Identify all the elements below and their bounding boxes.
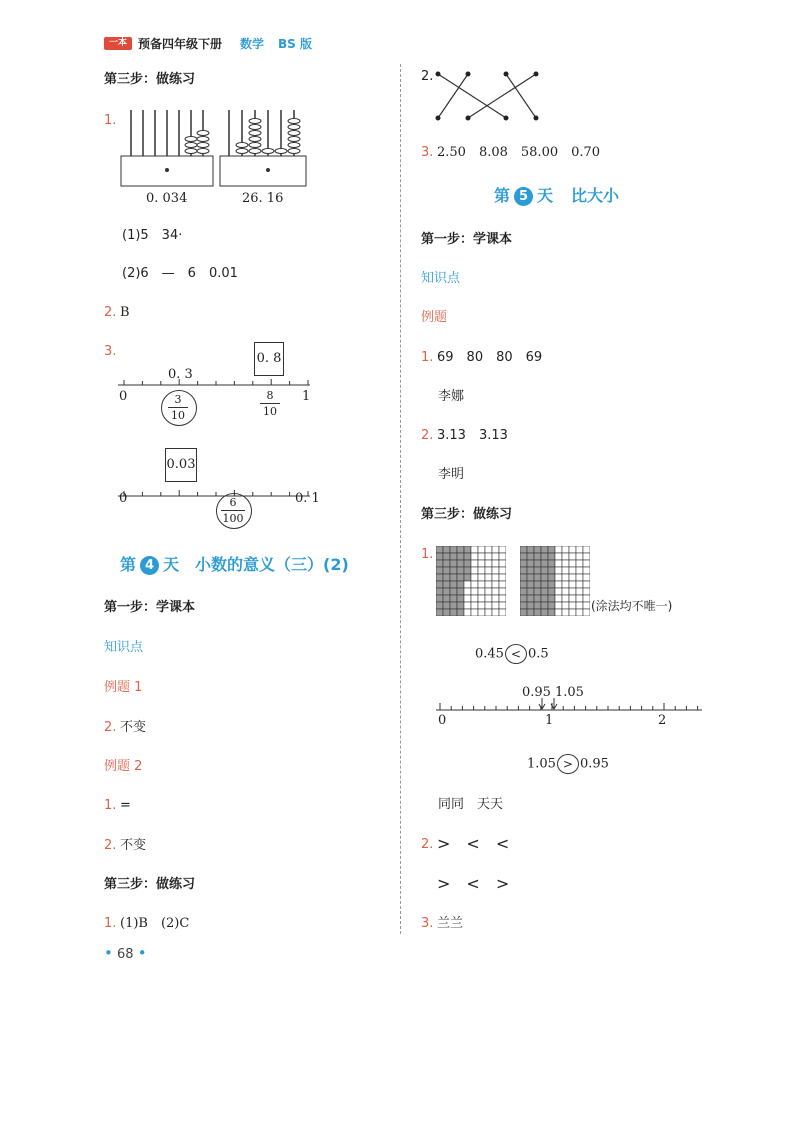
grid-cell <box>562 595 569 602</box>
grid-cell <box>520 609 527 616</box>
grid-cell <box>527 560 534 567</box>
grid-cell <box>499 574 506 581</box>
grid-cell <box>499 602 506 609</box>
grid-cell <box>548 595 555 602</box>
grid-cell <box>569 581 576 588</box>
grid-cell <box>457 581 464 588</box>
grid-cell <box>569 609 576 616</box>
day4-heading: 第 4 天 小数的意义（三）(2) <box>120 555 349 574</box>
grid-cell <box>534 595 541 602</box>
nl2-end: 0. 1 <box>295 491 320 506</box>
r-q2b-name: 李明 <box>438 467 465 482</box>
grid-cell <box>569 588 576 595</box>
grid-cell <box>541 602 548 609</box>
grid-cell <box>485 595 492 602</box>
grid-cell <box>457 574 464 581</box>
grid-cell <box>562 602 569 609</box>
grid-cell <box>436 602 443 609</box>
grid-cell <box>499 567 506 574</box>
grid-cell <box>457 588 464 595</box>
grid-cell <box>534 581 541 588</box>
grid-cell <box>471 595 478 602</box>
grid-cell <box>492 602 499 609</box>
grid-cell <box>534 560 541 567</box>
r-ex-q2-row1: > < < <box>437 834 510 853</box>
grid-cell <box>555 588 562 595</box>
grid-cell <box>576 546 583 553</box>
grid-cell <box>464 581 471 588</box>
r-ex-q2-number: 2. <box>421 837 434 852</box>
compare-2: 1.05 > 0.95 <box>527 754 609 774</box>
r-ex-q3-answer: 兰兰 <box>437 916 464 931</box>
nl1-above-label: 0. 3 <box>168 367 193 382</box>
grid-cell <box>457 595 464 602</box>
grid-cell <box>485 588 492 595</box>
grid-cell <box>478 574 485 581</box>
grid-cell <box>450 567 457 574</box>
grid-cell <box>569 553 576 560</box>
grid-cell <box>478 588 485 595</box>
grid-cell <box>457 602 464 609</box>
grid-cell <box>520 581 527 588</box>
grid-cell <box>443 602 450 609</box>
r-step3-heading: 第三步：做练习 <box>421 507 513 522</box>
grid-cell <box>485 574 492 581</box>
grid-cell <box>457 560 464 567</box>
ex1-q2-answer: 不变 <box>120 720 147 735</box>
grid-cell <box>576 588 583 595</box>
hundred-grid-1 <box>436 546 506 616</box>
grid-cell <box>457 609 464 616</box>
grid-cell <box>450 581 457 588</box>
grid-cell <box>443 581 450 588</box>
page-dot-right: • <box>137 944 147 962</box>
day5-heading: 第 5 天 比大小 <box>494 186 620 205</box>
grid-cell <box>436 553 443 560</box>
grid-cell <box>478 546 485 553</box>
grid-cell <box>485 560 492 567</box>
grid-cell <box>576 574 583 581</box>
grid-cell <box>583 574 590 581</box>
knowledge-label: 知识点 <box>104 640 144 655</box>
grid-cell <box>471 567 478 574</box>
grid-cell <box>555 602 562 609</box>
grid-cell <box>534 609 541 616</box>
grid-cell <box>541 581 548 588</box>
grid-cell <box>464 567 471 574</box>
brand-logo: 一本 <box>104 37 132 50</box>
q1-sub1-answer: (1)5 34· <box>122 228 183 243</box>
ex2-q1-answer: = <box>120 798 131 813</box>
ex1-q2-number: 2. <box>104 720 117 735</box>
grid-cell <box>471 581 478 588</box>
grid-cell <box>555 560 562 567</box>
grid-cell <box>492 567 499 574</box>
grid-cell <box>534 546 541 553</box>
grid-cell <box>464 595 471 602</box>
step3b-heading: 第三步：做练习 <box>104 877 196 892</box>
number-line-1 <box>118 375 318 395</box>
grid-cell <box>443 574 450 581</box>
grid-cell <box>583 588 590 595</box>
grid-cell <box>499 588 506 595</box>
grid-cell <box>443 609 450 616</box>
last-q1-number: 1. <box>104 916 117 931</box>
grid-cell <box>527 567 534 574</box>
grid-cell <box>471 588 478 595</box>
grid-cell <box>555 553 562 560</box>
r-ex-q2-row2: > < > <box>437 874 510 893</box>
grid-cell <box>443 588 450 595</box>
grid-cell <box>443 567 450 574</box>
grid-cell <box>562 588 569 595</box>
grid-cell <box>436 546 443 553</box>
grid-cell <box>471 574 478 581</box>
compare-2-symbol: > <box>557 754 579 774</box>
grid-cell <box>443 560 450 567</box>
grid-cell <box>548 560 555 567</box>
grid-cell <box>548 588 555 595</box>
grid-cell <box>583 546 590 553</box>
grid-cell <box>492 553 499 560</box>
nl3-tick-0: 0 <box>438 713 447 728</box>
grid-cell <box>520 553 527 560</box>
grid-cell <box>534 602 541 609</box>
grid-cell <box>485 581 492 588</box>
grid-cell <box>450 553 457 560</box>
grid-cell <box>499 595 506 602</box>
grid-cell <box>478 567 485 574</box>
grid-cell <box>485 546 492 553</box>
grid-cell <box>450 546 457 553</box>
nl3-tick-2: 2 <box>658 713 667 728</box>
grid-cell <box>527 581 534 588</box>
grid-cell <box>499 609 506 616</box>
grid-cell <box>527 574 534 581</box>
grid-cell <box>464 546 471 553</box>
grid-cell <box>541 588 548 595</box>
grid-cell <box>485 567 492 574</box>
grid-cell <box>450 609 457 616</box>
grid-cell <box>576 595 583 602</box>
grid-cell <box>436 595 443 602</box>
grid-cell <box>457 567 464 574</box>
grid-cell <box>492 574 499 581</box>
grid-cell <box>450 588 457 595</box>
q1-number: 1. <box>104 113 117 128</box>
grid-cell <box>520 602 527 609</box>
r-names: 同同 天天 <box>438 797 504 812</box>
page-dot-left: • <box>104 944 113 962</box>
grid-cell <box>576 581 583 588</box>
nl1-boxed-answer: 0. 8 <box>254 342 284 376</box>
hundred-grid-2 <box>520 546 590 616</box>
grid-cell <box>548 609 555 616</box>
column-divider <box>400 64 401 934</box>
grid-cell <box>478 609 485 616</box>
grid-cell <box>464 588 471 595</box>
grid-cell <box>527 553 534 560</box>
grid-cell <box>471 553 478 560</box>
grid-cell <box>436 609 443 616</box>
grid-cell <box>443 595 450 602</box>
grid-cell <box>450 602 457 609</box>
grid-cell <box>548 602 555 609</box>
grid-cell <box>485 609 492 616</box>
q3-number: 3. <box>104 344 117 359</box>
q1-sub2-answer: (2)6 — 6 0.01 <box>122 266 238 281</box>
grid-cell <box>541 546 548 553</box>
grid-cell <box>464 560 471 567</box>
grid-cell <box>562 609 569 616</box>
grid-cell <box>478 581 485 588</box>
grid-cell <box>464 609 471 616</box>
r-step1-heading: 第一步：学课本 <box>421 232 513 247</box>
nl-label-1-05: 1.05 <box>555 685 584 700</box>
grid-cell <box>555 581 562 588</box>
grid-cell <box>443 546 450 553</box>
grid-cell <box>499 581 506 588</box>
step1-heading: 第一步：学课本 <box>104 600 196 615</box>
grid-cell <box>478 602 485 609</box>
ex2-q1-number: 1. <box>104 798 117 813</box>
grid-cell <box>548 546 555 553</box>
r-q2b-number: 2. <box>421 428 434 443</box>
page-number: • 68 • <box>104 944 147 962</box>
grid-cell <box>527 602 534 609</box>
grid-cell <box>492 595 499 602</box>
grid-cell <box>478 560 485 567</box>
grid-cell <box>576 602 583 609</box>
r-q1-number: 1. <box>421 350 434 365</box>
grid-cell <box>485 553 492 560</box>
nl2-start: 0 <box>119 491 128 506</box>
grid-cell <box>527 588 534 595</box>
grid-cell <box>583 567 590 574</box>
grid-cell <box>520 588 527 595</box>
grid-cell <box>534 553 541 560</box>
ex2-q2-answer: 不变 <box>120 838 147 853</box>
grid-cell <box>583 602 590 609</box>
grid-cell <box>548 574 555 581</box>
grid-cell <box>548 553 555 560</box>
abacus-1 <box>118 108 218 188</box>
grid-cell <box>471 609 478 616</box>
grid-cell <box>576 553 583 560</box>
grid-cell <box>436 588 443 595</box>
grid-cell <box>541 567 548 574</box>
grid-cell <box>492 546 499 553</box>
subject-label: 数学 <box>240 37 265 51</box>
grid-cell <box>457 546 464 553</box>
q2-number: 2. <box>104 305 117 320</box>
grid-cell <box>499 560 506 567</box>
grid-cell <box>555 609 562 616</box>
grid-cell <box>520 574 527 581</box>
nl2-boxed-answer: 0.03 <box>165 448 197 482</box>
grid-cell <box>492 609 499 616</box>
grid-cell <box>562 574 569 581</box>
grid-cell <box>471 546 478 553</box>
ex2-q2-number: 2. <box>104 838 117 853</box>
grid-cell <box>548 581 555 588</box>
grid-cell <box>555 595 562 602</box>
day4-number-badge: 4 <box>140 556 159 575</box>
r-ex-q1-number: 1. <box>421 547 434 562</box>
example2-label: 例题 2 <box>104 759 143 774</box>
grid-cell <box>569 567 576 574</box>
nl2-fraction: 6 100 <box>222 496 244 525</box>
grid-cell <box>541 574 548 581</box>
r-q3-answer: 2.50 8.08 58.00 0.70 <box>437 145 601 160</box>
grid-cell <box>569 546 576 553</box>
grid-cell <box>436 581 443 588</box>
grid-cell <box>583 553 590 560</box>
grid-cell <box>527 546 534 553</box>
nl1-fraction-1: 3 10 <box>168 394 188 421</box>
grid-cell <box>527 609 534 616</box>
grid-cell <box>464 574 471 581</box>
grid-cell <box>583 560 590 567</box>
book-title: 预备四年级下册 <box>138 37 223 51</box>
grid-cell <box>569 574 576 581</box>
grid-cell <box>520 567 527 574</box>
grid-cell <box>562 560 569 567</box>
grid-cell <box>478 595 485 602</box>
grid-cell <box>527 595 534 602</box>
grid-cell <box>562 567 569 574</box>
abacus-2-label: 26. 16 <box>242 191 284 206</box>
grid-cell <box>443 553 450 560</box>
grid-cell <box>555 546 562 553</box>
grid-cell <box>555 574 562 581</box>
nl1-start: 0 <box>119 389 128 404</box>
grid-cell <box>471 602 478 609</box>
grid-cell <box>457 553 464 560</box>
grid-cell <box>569 560 576 567</box>
grid-cell <box>562 581 569 588</box>
grid-cell <box>555 567 562 574</box>
grid-note: (涂法均不唯一) <box>591 599 673 613</box>
example1-label: 例题 1 <box>104 680 143 695</box>
grid-cell <box>492 588 499 595</box>
grid-cell <box>478 553 485 560</box>
nl1-end: 1 <box>302 389 311 404</box>
grid-cell <box>485 602 492 609</box>
compare-1-symbol: < <box>505 644 527 664</box>
r-ex-q3-number: 3. <box>421 916 434 931</box>
nl1-fraction-2: 8 10 <box>260 390 280 417</box>
abacus-1-label: 0. 034 <box>146 191 188 206</box>
grid-cell <box>583 595 590 602</box>
grid-cell <box>534 567 541 574</box>
grid-cell <box>569 595 576 602</box>
r-q3-number: 3. <box>421 145 434 160</box>
grid-cell <box>576 560 583 567</box>
grid-cell <box>436 567 443 574</box>
r-example-label: 例题 <box>421 310 448 325</box>
compare-1: 0.45 < 0.5 <box>475 644 549 664</box>
r-q2-number: 2. <box>421 69 434 84</box>
last-q1-answer: (1)B (2)C <box>120 916 190 931</box>
grid-cell <box>499 553 506 560</box>
edition-label: BS 版 <box>278 37 312 51</box>
grid-cell <box>541 553 548 560</box>
grid-cell <box>548 567 555 574</box>
step3-heading: 第三步：做练习 <box>104 72 196 87</box>
grid-cell <box>541 595 548 602</box>
r-q2b-answer: 3.13 3.13 <box>437 428 508 443</box>
grid-cell <box>562 553 569 560</box>
grid-cell <box>541 609 548 616</box>
grid-cell <box>576 609 583 616</box>
abacus-2 <box>214 108 314 188</box>
grid-cell <box>534 588 541 595</box>
grid-cell <box>583 609 590 616</box>
nl3-tick-1: 1 <box>545 713 554 728</box>
grid-cell <box>520 546 527 553</box>
grid-cell <box>583 581 590 588</box>
r-knowledge-label: 知识点 <box>421 271 461 286</box>
grid-cell <box>576 567 583 574</box>
grid-cell <box>520 595 527 602</box>
nl-label-0-95: 0.95 <box>522 685 551 700</box>
grid-cell <box>562 546 569 553</box>
grid-cell <box>436 560 443 567</box>
grid-cell <box>492 581 499 588</box>
grid-cell <box>436 574 443 581</box>
grid-cell <box>471 560 478 567</box>
r-q1-name: 李娜 <box>438 389 465 404</box>
grid-cell <box>541 560 548 567</box>
grid-cell <box>464 602 471 609</box>
grid-cell <box>534 574 541 581</box>
grid-cell <box>450 595 457 602</box>
grid-cell <box>450 560 457 567</box>
grid-cell <box>464 553 471 560</box>
q2-answer: B <box>120 305 130 320</box>
grid-cell <box>569 602 576 609</box>
grid-cell <box>499 546 506 553</box>
grid-cell <box>450 574 457 581</box>
grid-cell <box>520 560 527 567</box>
r-q1-answer: 69 80 80 69 <box>437 350 543 365</box>
grid-cell <box>492 560 499 567</box>
matching-lines <box>430 64 550 126</box>
day5-number-badge: 5 <box>514 187 533 206</box>
